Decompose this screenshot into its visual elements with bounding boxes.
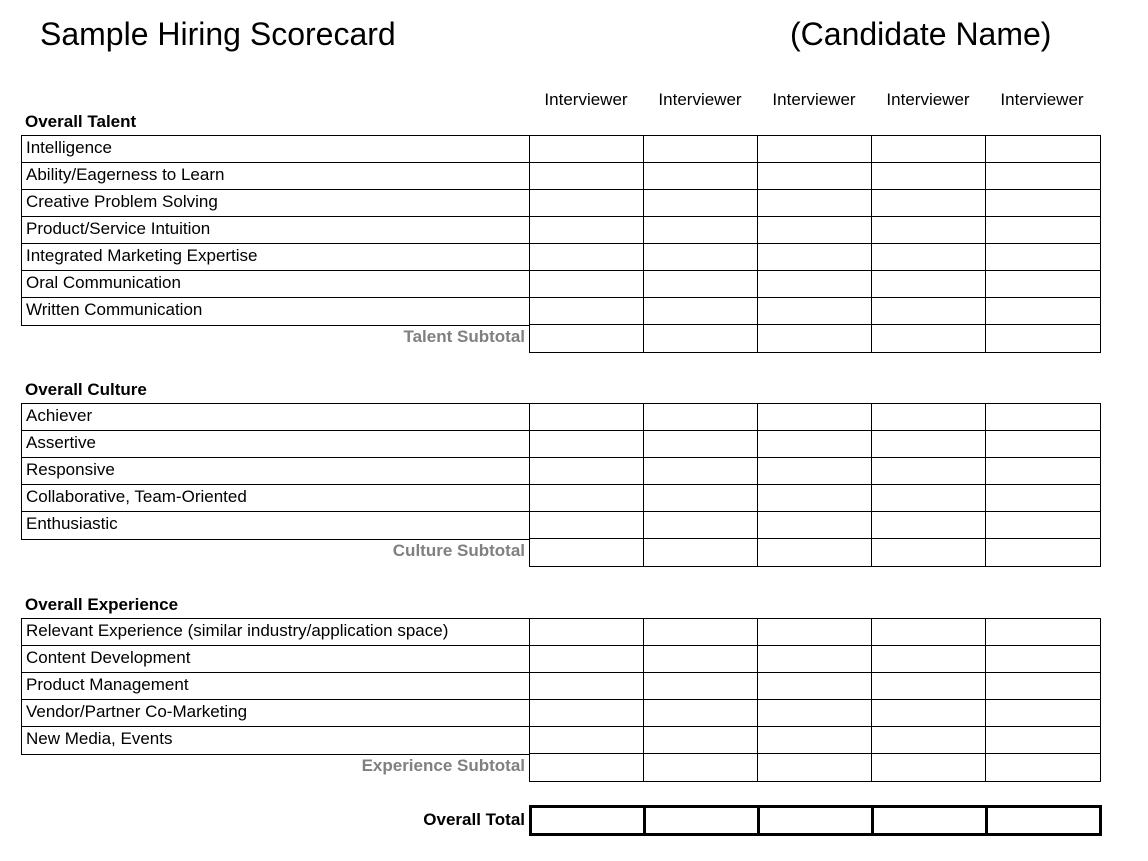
score-cell[interactable]	[985, 645, 1101, 674]
score-cell[interactable]	[757, 216, 873, 245]
criterion-label: Achiever	[21, 403, 531, 432]
score-cell[interactable]	[529, 297, 645, 326]
score-cell[interactable]	[871, 645, 987, 674]
score-cell[interactable]	[529, 726, 645, 755]
score-cell[interactable]	[871, 189, 987, 218]
score-cell[interactable]	[529, 403, 645, 432]
score-cell[interactable]	[757, 645, 873, 674]
interviewer-header: Interviewer	[544, 90, 628, 109]
document-title: Sample Hiring Scorecard	[40, 16, 396, 52]
criterion-label: Relevant Experience (similar industry/application space)	[21, 618, 531, 647]
score-cell[interactable]	[871, 403, 987, 432]
criterion-label: New Media, Events	[21, 726, 531, 755]
score-cell[interactable]	[985, 162, 1101, 191]
score-cell[interactable]	[985, 297, 1101, 326]
score-cell[interactable]	[871, 270, 987, 299]
score-cell[interactable]	[643, 216, 759, 245]
interviewer-header: Interviewer	[772, 90, 856, 109]
criterion-label: Assertive	[21, 430, 531, 459]
subtotal-label: Experience Subtotal	[361, 756, 525, 775]
subtotal-label: Talent Subtotal	[403, 327, 525, 346]
subtotal-cell[interactable]	[871, 753, 987, 782]
score-cell[interactable]	[871, 216, 987, 245]
score-cell[interactable]	[757, 135, 873, 164]
criterion-label: Product/Service Intuition	[21, 216, 531, 245]
score-cell[interactable]	[871, 430, 987, 459]
overall-total-cell[interactable]	[871, 805, 988, 836]
score-cell[interactable]	[643, 511, 759, 540]
subtotal-cell[interactable]	[643, 324, 759, 353]
interviewer-header: Interviewer	[658, 90, 742, 109]
candidate-name-placeholder: (Candidate Name)	[790, 16, 1052, 52]
score-cell[interactable]	[871, 135, 987, 164]
score-cell[interactable]	[985, 216, 1101, 245]
score-cell[interactable]	[871, 457, 987, 486]
section-heading: Overall Culture	[25, 380, 147, 399]
score-cell[interactable]	[643, 726, 759, 755]
score-cell[interactable]	[871, 484, 987, 513]
score-cell[interactable]	[985, 430, 1101, 459]
overall-total-cell[interactable]	[985, 805, 1102, 836]
score-cell[interactable]	[643, 672, 759, 701]
score-cell[interactable]	[757, 430, 873, 459]
score-cell[interactable]	[643, 457, 759, 486]
score-cell[interactable]	[643, 243, 759, 272]
score-cell[interactable]	[643, 189, 759, 218]
score-cell[interactable]	[643, 162, 759, 191]
score-cell[interactable]	[871, 726, 987, 755]
score-cell[interactable]	[871, 243, 987, 272]
overall-total-label: Overall Total	[423, 810, 525, 829]
overall-total-cell[interactable]	[643, 805, 760, 836]
score-cell[interactable]	[529, 270, 645, 299]
subtotal-cell[interactable]	[985, 753, 1101, 782]
criterion-label: Content Development	[21, 645, 531, 674]
score-cell[interactable]	[757, 243, 873, 272]
score-cell[interactable]	[871, 699, 987, 728]
score-cell[interactable]	[529, 216, 645, 245]
subtotal-cell[interactable]	[757, 753, 873, 782]
criterion-label: Ability/Eagerness to Learn	[21, 162, 531, 191]
score-cell[interactable]	[871, 672, 987, 701]
criterion-label: Oral Communication	[21, 270, 531, 299]
score-cell[interactable]	[985, 511, 1101, 540]
score-cell[interactable]	[985, 726, 1101, 755]
score-cell[interactable]	[643, 430, 759, 459]
subtotal-cell[interactable]	[529, 538, 645, 567]
score-cell[interactable]	[529, 430, 645, 459]
score-cell[interactable]	[529, 135, 645, 164]
score-cell[interactable]	[757, 511, 873, 540]
score-cell[interactable]	[757, 484, 873, 513]
score-cell[interactable]	[757, 457, 873, 486]
score-cell[interactable]	[757, 618, 873, 647]
criterion-label: Product Management	[21, 672, 531, 701]
score-cell[interactable]	[529, 243, 645, 272]
score-cell[interactable]	[985, 618, 1101, 647]
score-cell[interactable]	[643, 135, 759, 164]
overall-total-cell[interactable]	[757, 805, 874, 836]
criterion-label: Collaborative, Team-Oriented	[21, 484, 531, 513]
score-cell[interactable]	[985, 457, 1101, 486]
score-cell[interactable]	[985, 672, 1101, 701]
subtotal-cell[interactable]	[643, 538, 759, 567]
score-cell[interactable]	[529, 618, 645, 647]
score-cell[interactable]	[985, 270, 1101, 299]
score-cell[interactable]	[529, 645, 645, 674]
subtotal-cell[interactable]	[871, 538, 987, 567]
score-cell[interactable]	[529, 699, 645, 728]
score-cell[interactable]	[985, 484, 1101, 513]
score-cell[interactable]	[757, 699, 873, 728]
criterion-label: Responsive	[21, 457, 531, 486]
score-cell[interactable]	[643, 403, 759, 432]
subtotal-cell[interactable]	[757, 538, 873, 567]
score-cell[interactable]	[529, 672, 645, 701]
score-cell[interactable]	[529, 162, 645, 191]
score-cell[interactable]	[871, 162, 987, 191]
score-cell[interactable]	[529, 484, 645, 513]
criterion-label: Vendor/Partner Co-Marketing	[21, 699, 531, 728]
criterion-label: Intelligence	[21, 135, 531, 164]
score-cell[interactable]	[757, 297, 873, 326]
score-cell[interactable]	[757, 672, 873, 701]
score-cell[interactable]	[757, 189, 873, 218]
score-cell[interactable]	[529, 511, 645, 540]
subtotal-label: Culture Subtotal	[392, 541, 525, 560]
score-cell[interactable]	[757, 162, 873, 191]
subtotal-cell[interactable]	[529, 324, 645, 353]
score-cell[interactable]	[529, 189, 645, 218]
score-cell[interactable]	[985, 189, 1101, 218]
score-cell[interactable]	[643, 484, 759, 513]
subtotal-cell[interactable]	[985, 538, 1101, 567]
score-cell[interactable]	[643, 270, 759, 299]
subtotal-cell[interactable]	[757, 324, 873, 353]
score-cell[interactable]	[529, 457, 645, 486]
section-heading: Overall Talent	[25, 112, 137, 131]
score-cell[interactable]	[643, 699, 759, 728]
subtotal-cell[interactable]	[985, 324, 1101, 353]
overall-total-cell[interactable]	[529, 805, 646, 836]
criterion-label: Creative Problem Solving	[21, 189, 531, 218]
score-cell[interactable]	[757, 403, 873, 432]
interviewer-header: Interviewer	[886, 90, 970, 109]
score-cell[interactable]	[985, 243, 1101, 272]
score-cell[interactable]	[757, 270, 873, 299]
subtotal-cell[interactable]	[871, 324, 987, 353]
score-cell[interactable]	[985, 403, 1101, 432]
score-cell[interactable]	[643, 645, 759, 674]
score-cell[interactable]	[871, 297, 987, 326]
score-cell[interactable]	[985, 699, 1101, 728]
score-cell[interactable]	[985, 135, 1101, 164]
score-cell[interactable]	[643, 618, 759, 647]
section-heading: Overall Experience	[25, 595, 179, 614]
criterion-label: Enthusiastic	[21, 511, 531, 540]
subtotal-cell[interactable]	[529, 753, 645, 782]
criterion-label: Written Communication	[21, 297, 531, 326]
subtotal-cell[interactable]	[643, 753, 759, 782]
interviewer-header: Interviewer	[1000, 90, 1084, 109]
criterion-label: Integrated Marketing Expertise	[21, 243, 531, 272]
score-cell[interactable]	[643, 297, 759, 326]
score-cell[interactable]	[871, 511, 987, 540]
score-cell[interactable]	[871, 618, 987, 647]
score-cell[interactable]	[757, 726, 873, 755]
